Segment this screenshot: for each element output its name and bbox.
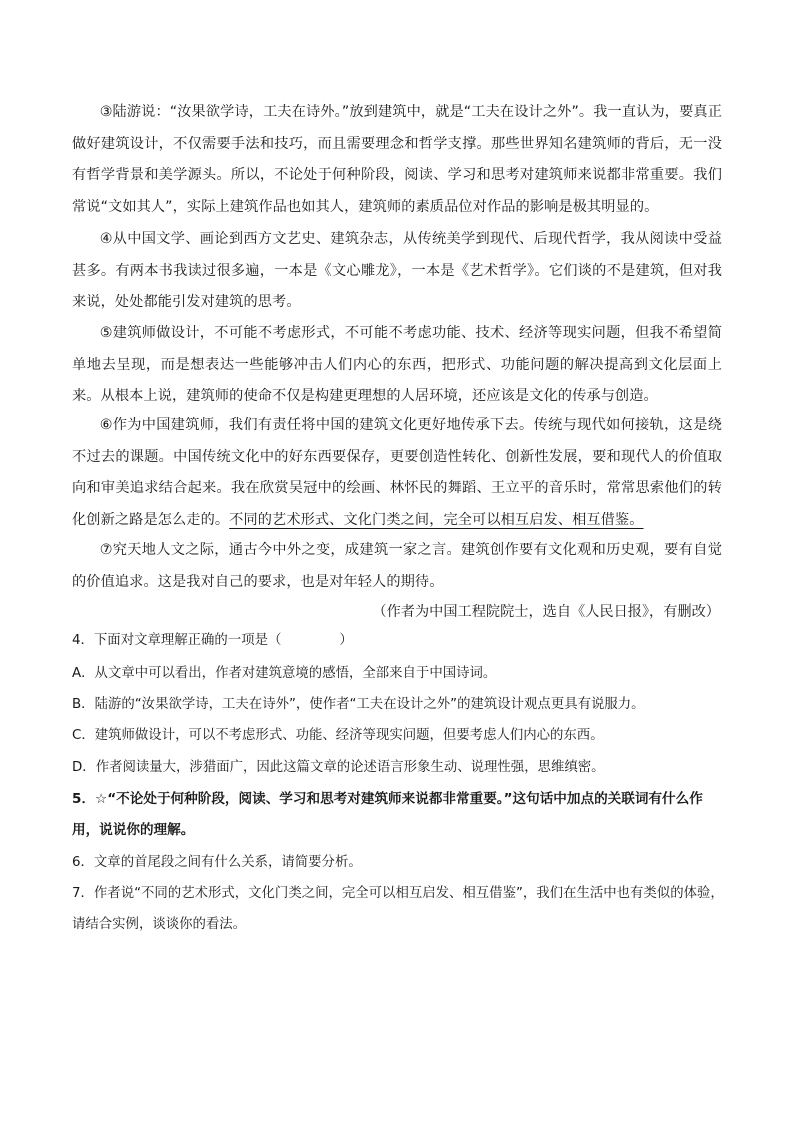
question-4-close: ） <box>339 633 353 648</box>
option-d: D．作者阅读量大，涉猎面广，因此这篇文章的论述语言形象生动、说理性强，思维缜密。 <box>72 760 605 775</box>
option-a: A．从文章中可以看出，作者对建筑意境的感悟，全部来自于中国诗词。 <box>72 666 497 681</box>
question-7: 7．作者说“不同的艺术形式，文化门类之间，完全可以相互启发、相互借鉴”，我们在生活中也有类似的体验，请结合实例，谈谈你的看法。 <box>72 886 724 932</box>
paragraph-6 <box>72 410 722 536</box>
option-b: B．陆游的“汝果欲学诗，工夫在诗外”，使作者“工夫在设计之外”的建筑设计观点更具有说服力。 <box>72 697 645 712</box>
question-4-text: 4．下面对文章理解正确的一项是（ <box>72 633 282 648</box>
question-4-stem <box>72 625 724 656</box>
underlined-sentence: 不同的艺术形式、文化门类之间，完全可以相互启发、相互借鉴。 <box>229 511 644 528</box>
option-c: C．建筑师做设计，可以不考虑形式、功能、经济等现实问题，但要考虑人们内心的东西。 <box>72 728 604 743</box>
paragraph-6-text: ⑥作为中国建筑师，我们有责任将中国的建筑文化更好地传承下去。传统与现代如何接轨，这是绕不过去的课题。中国传统文化中的好东西要保存，更要创造性转化、创新性发展，要和现代人的价值取向和审美追求结合起来。我在欣赏吴冠中的绘画、林怀民的舞蹈、王立平的音乐时，常常思索他们的转化创新之路是怎么走的。 <box>72 417 722 528</box>
paragraph-7: ⑦究天地人文之际，通古今中外之变，成建筑一家之言。建筑创作要有文化观和历史观，要有自觉的价值追求。这是我对自己的要求，也是对年轻人的期待。 <box>72 542 722 590</box>
paragraph-3: ③陆游说：“汝果欲学诗，工夫在诗外。”放到建筑中，就是“工夫在设计之外”。我一直认为，要真正做好建筑设计，不仅需要手法和技巧，而且需要理念和哲学支撑。那些世界知名建筑师的背后，无一没有哲学背景和美学源头。所以，不论处于何种阶段，阅读、学习和思考对建筑师来说都非常重要。我们常说“文如其人”，实际上建筑作品也如其人，建筑师的素质品位对作品的影响是极其明显的。 <box>72 104 722 215</box>
paragraph-4: ④从中国文学、画论到西方文艺史、建筑杂志，从传统美学到现代、后现代哲学，我从阅读中受益甚多。有两本书我读过很多遍，一本是《文心雕龙》，一本是《艺术哲学》。它们谈的不是建筑，但对我来说，处处都能引发对建筑的思考。 <box>72 231 722 311</box>
paragraph-5: ⑤建筑师做设计，不可能不考虑形式，不可能不考虑功能、技术、经济等现实问题，但我不希望简单地去呈现，而是想表达一些能够冲击人们内心的东西，把形式、功能问题的解决提高到文化层面上来。从根本上说，建筑师的使命不仅是构建更理想的人居环境，还应该是文化的传承与创造。 <box>72 325 722 405</box>
question-5: 5．☆“不论处于何种阶段，阅读、学习和思考对建筑师来说都非常重要。”这句话中加点的关联词有什么作用，说说你的理解。 <box>72 791 703 838</box>
question-6: 6．文章的首尾段之间有什么关系，请简要分析。 <box>72 855 362 870</box>
source-attribution: （作者为中国工程院院士，选自《人民日报》，有删改） <box>372 604 720 620</box>
